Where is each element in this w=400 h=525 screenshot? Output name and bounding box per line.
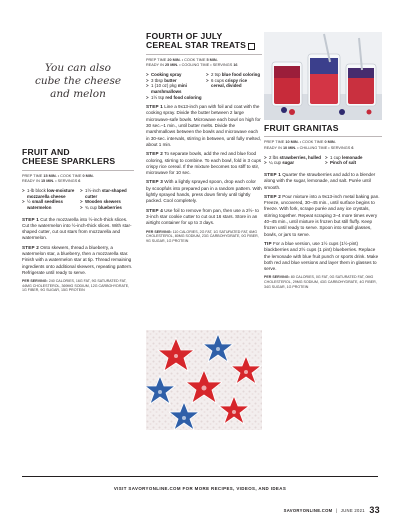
step: STEP 4 Use foil to remove from pan, then use a 2½- to 3-inch star cookie cutter to cut out 16 stars. Store in an airtight container for up to 3 days. [146, 207, 259, 226]
step: STEP 2 To separate bowls, add the red and blue food coloring, stirring to combine. To each bowl, fold in 3 cups crispy rice cereal. If the mixture becomes too stiff to stir, microwave for 10 sec. [146, 151, 262, 176]
title-line: CHEESE SPARKLERS [22, 156, 116, 167]
glass [308, 54, 340, 106]
ingredient: > 2 lbs strawberries, hulled [264, 155, 321, 161]
ingredient: > 1½-inch star-shaped cutter [80, 188, 134, 199]
recipe-meta: PREP TIME 10 MIN. • COOK TIME 0 MIN. READY IN 10 MIN. • CHILLING TIME • SERVINGS 6 [264, 140, 354, 150]
recipe-sparklers [22, 148, 134, 293]
step: STEP 2 Pour mixture into a 9x13-inch metal baking pan. Freeze, uncovered, 30–45 min., until surface begins to freeze. With fork, scrape purée and any ice crystals, stirring together. Repeat scraping 3–4 more times every 40–45 min., until mixture is frozen but still fluffy. Keep frozen until ready to serve. Spoon into small glasses, bowls, or jars to serve. [264, 193, 380, 237]
recipe-meta: PREP TIME 15 MIN. • COOK TIME 0 MIN. READY IN 15 MIN. • SERVINGS 6 [22, 173, 94, 184]
title-line: CEREAL STAR TREATS [146, 41, 262, 50]
ingredient: > 1-lb block low-moisture mozzarella cheese [22, 188, 76, 199]
tagline-line: and melon [50, 88, 106, 100]
glass [272, 62, 302, 106]
recipe-steps [146, 104, 262, 226]
nutrition: PER SERVING: 240 CALORIES, 16G FAT, 9G SATURATED FAT, 44MG CHOLESTEROL, 369MG SODIUM, 12G CARBOHYDRATE, 1G FIBER, 9G SUGAR, 15G PROTEIN [22, 279, 130, 293]
ingredient: > 1 (10 oz) pkg mini marshmallows [146, 83, 202, 94]
ingredient: > ¼ cup sugar [264, 160, 321, 166]
cereal-stars-image [146, 330, 262, 430]
page-footer: SAVORYONLINE.COM | JUNE 2021 33 [283, 505, 380, 515]
tagline-line: You can also [44, 62, 111, 74]
glass [346, 64, 376, 106]
ingredients-list [22, 188, 134, 210]
nutrition: PER SERVING: 80 CALORIES, 0G FAT, 0G SATURATED FAT, 0MG CHOLESTEROL, 29MG SODIUM, 43G CARBOHYDRATE, 4G FIBER, 34G SUGAR, 1G PROTEIN [264, 275, 377, 289]
divider [22, 170, 134, 171]
recipe-meta: PREP TIME 20 MIN. • COOK TIME 5 MIN. READY IN 25 MIN. • COOLING TIME • SERVINGS 16 [146, 57, 238, 68]
recipe-title [146, 32, 262, 51]
ingredients-list [146, 72, 262, 100]
recipe-steps [22, 217, 134, 277]
step: STEP 1 Cut the mozzarella into ½-inch-thick slices. Cut the watermelon into ½-inch-thick slices. With star-shaped cutter, cut out stars from mozzarella and watermelon. [22, 216, 132, 241]
tip: TIP For a blue version, use 1½ cups (1½-pint) blackberries and 2½ cups (1 pint) blueberries. Replace the lemonade with blue fruit punch or sports drink. Make both red and blue versions and layer them in glasses to serve. [264, 240, 379, 272]
divider [146, 54, 262, 55]
footer-promo: VISIT SAVORYONLINE.COM FOR MORE RECIPES, VIDEOS, AND IDEAS [113, 486, 287, 491]
ingredient: > 3 tbsp butter [146, 78, 202, 84]
granitas-image [264, 32, 382, 120]
tagline-line: cube the cheese [34, 75, 122, 87]
recipe-cereal-treats [146, 32, 262, 243]
ingredient: > Cooking spray [146, 72, 202, 78]
ingredient: > 2 tsp blue food coloring [206, 72, 262, 78]
ingredient: > Pinch of salt [325, 160, 382, 166]
title-line: FOURTH OF JULY [146, 31, 223, 41]
granitas-photo [264, 32, 382, 120]
step: STEP 3 With a lightly sprayed spoon, drop each color by scoopfuls into prepared pan in a random pattern. With lightly sprayed hands, press down firmly until tightly packed. Cool completely. [146, 179, 262, 204]
footer-divider [22, 476, 378, 477]
recipe-granitas [264, 124, 382, 289]
step: STEP 1 Quarter the strawberries and add to a blender along with the sugar, lemonade, and salt. Purée until smooth. [264, 172, 376, 190]
ingredient: > ¾ cup blueberries [80, 205, 134, 211]
ingredient: > Wooden skewers [80, 199, 134, 205]
step: STEP 1 Line a 9x13-inch pan with foil and coat with the cooking spray. Divide the butter between 2 large microwave-safe bowls. Microwave each bowl on high for 30 sec.–1 min., until butter melts. Divide the marshmallows between the bowls and microwave each in 30-sec. intervals, stirring in between, until fully melted, about 1 min. [146, 104, 261, 147]
step: STEP 2 Onto skewers, thread a blueberry, a watermelon star, a blueberry, then a mozzarella star. Finish with a watermelon star at tip. Thread remaining ingredients onto additional skewers, repeating pattern. Refrigerate until ready to serve. [22, 244, 133, 275]
ingredient: > ½ small seedless watermelon [22, 199, 76, 210]
recipe-title: FRUIT GRANITAS [264, 123, 339, 133]
video-icon [248, 43, 255, 50]
page-number: 33 [369, 505, 380, 515]
cereal-stars-photo [146, 330, 262, 430]
ingredients-list [264, 155, 382, 166]
ingredient: > 6 cups crispy rice cereal, divided [206, 78, 262, 89]
title-line: FRUIT AND [22, 147, 70, 157]
issue-date: JUNE 2021 [340, 508, 365, 513]
recipe-steps [264, 172, 382, 272]
ingredient: > 1 cup lemonade [325, 155, 382, 161]
tagline [22, 62, 134, 101]
divider [264, 136, 382, 137]
site-name: SAVORYONLINE.COM [283, 508, 333, 513]
ingredient: > 1½ tsp red food coloring [146, 95, 202, 101]
nutrition: PER SERVING: 110 CALORIES, 2G FAT, 1G SATURATED FAT, 6MG CHOLESTEROL, 80MG SODIUM, 23G CARBOHYDRATE, 0G FIBER, 9G SUGAR, 1G PROTEIN [146, 229, 259, 243]
recipe-title [22, 148, 134, 167]
